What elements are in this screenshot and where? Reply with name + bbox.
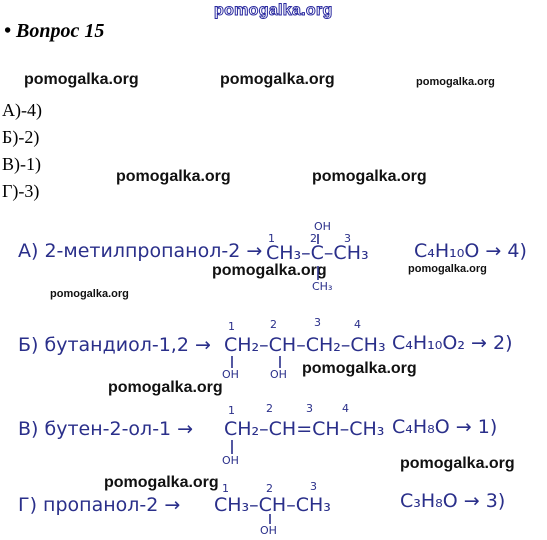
hw-b-num: 2 — [270, 318, 277, 331]
hw-a-oh: OH — [314, 220, 331, 233]
watermark: pomogalka.org — [108, 379, 223, 396]
hw-c-oh: OH — [222, 454, 239, 467]
hw-a-result: C₄H₁₀O → 4) — [414, 240, 527, 262]
hw-d-result: C₃H₈O → 3) — [400, 490, 506, 512]
watermark: pomogalka.org — [212, 262, 327, 279]
hw-d-num: 3 — [310, 480, 317, 493]
hw-b-oh: OH — [270, 368, 287, 381]
question-title: • Вопрос 15 — [4, 20, 105, 42]
hw-c-num: 2 — [266, 402, 273, 415]
watermark: pomogalka.org — [116, 168, 231, 185]
hw-b-formula: CH₂–CH–CH₂–CH₃ — [224, 334, 386, 356]
answer-c: В)-1) — [2, 154, 41, 174]
hw-d-oh: OH — [260, 524, 277, 537]
hw-b-num: 1 — [228, 320, 235, 333]
hw-d-num: 1 — [222, 482, 229, 495]
hw-d-formula: CH₃–CH–CH₃ — [214, 494, 331, 516]
hw-a-num: 1 — [268, 232, 275, 245]
hw-a-formula: CH₃–C–CH₃ — [266, 242, 369, 264]
answer-b: Б)-2) — [2, 127, 40, 147]
hw-b-result: C₄H₁₀O₂ → 2) — [392, 332, 513, 354]
hw-d-num: 2 — [266, 482, 273, 495]
top-watermark: pomogalka.org — [214, 2, 333, 19]
hw-c-num: 3 — [306, 402, 313, 415]
hw-b-oh: OH — [222, 368, 239, 381]
hw-a-num: 3 — [344, 232, 351, 245]
watermark: pomogalka.org — [312, 168, 427, 185]
watermark: pomogalka.org — [220, 71, 335, 88]
hw-d-label: Г) пропанол-2 → — [18, 494, 181, 516]
hw-a-label: А) 2-метилпропанол-2 → — [18, 240, 263, 262]
watermark: pomogalka.org — [408, 263, 487, 275]
hw-a-num: 2 — [310, 232, 317, 245]
watermark: pomogalka.org — [104, 474, 219, 491]
hw-b-num: 4 — [354, 318, 361, 331]
answer-d: Г)-3) — [2, 181, 40, 201]
hw-a-ch3: CH₃ — [312, 280, 333, 293]
hw-c-num: 1 — [228, 404, 235, 417]
answer-a: А)-4) — [2, 100, 42, 120]
watermark: pomogalka.org — [50, 288, 129, 300]
watermark: pomogalka.org — [302, 360, 417, 377]
hw-c-num: 4 — [342, 402, 349, 415]
hw-b-num: 3 — [314, 316, 321, 329]
hw-b-label: Б) бутандиол-1,2 → — [18, 334, 211, 356]
watermark: pomogalka.org — [400, 455, 515, 472]
hw-c-formula: CH₂–CH=CH–CH₃ — [224, 418, 385, 440]
hw-c-label: В) бутен-2-ол-1 → — [18, 418, 194, 440]
watermark: pomogalka.org — [416, 76, 495, 88]
watermark: pomogalka.org — [24, 71, 139, 88]
hw-c-result: C₄H₈O → 1) — [392, 416, 498, 438]
